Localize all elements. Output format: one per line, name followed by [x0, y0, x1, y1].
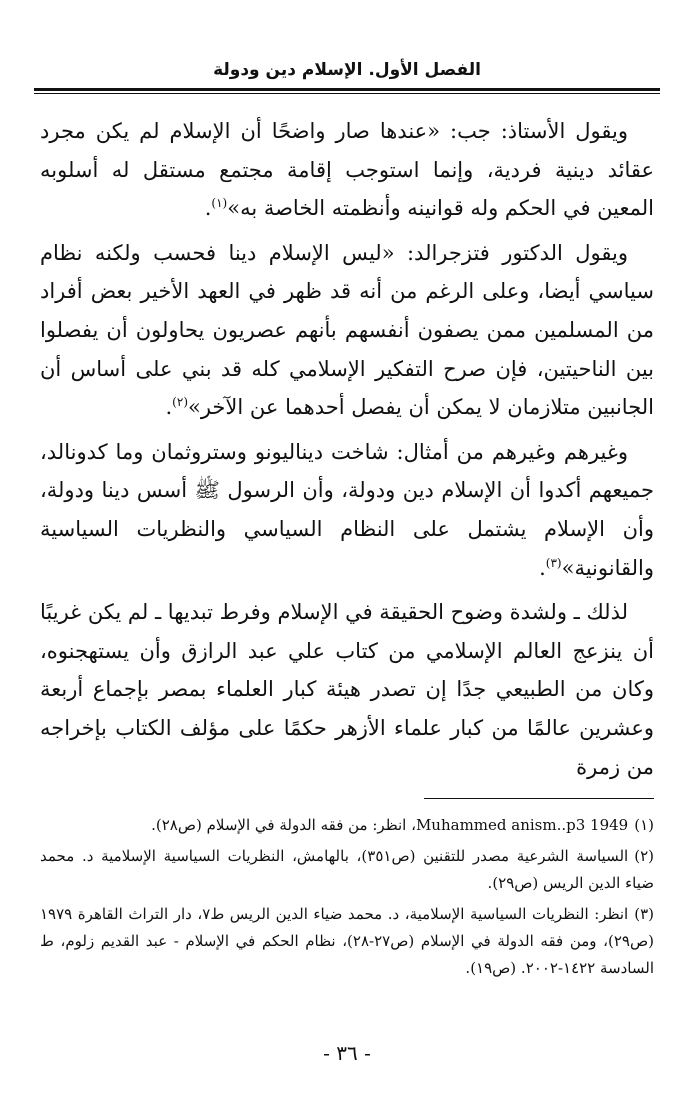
running-title: الفصل الأول. الإسلام دين ودولة [213, 60, 481, 80]
main-text [40, 112, 654, 792]
page-number: - ٣٦ - [323, 1041, 371, 1065]
paragraph-text: وغيرهم وغيرهم من أمثال: شاخت ديناليونو وستروثمان وما كدونالد، جميعهم أكدوا أن الإسلام دين ودولة، وأن الرسول ﷺ أسس دينا ودولة، وأن الإسلام يشتمل على النظام السياسي والنظريات السياسية والقانونية» [40, 439, 654, 580]
footnote-3 [40, 901, 654, 982]
header-rule-thin [34, 93, 660, 94]
paragraph-text: ويقول الأستاذ: جب: «عندها صار واضحًا أن الإسلام لم يكن مجرد عقائد دينية فردية، وإنما استوجب إقامة مجتمع مستقل له أسلوبه المعين في الحكم وله قوانينه وأنظمته الخاصة به» [40, 119, 654, 221]
footnote-ref-3: (٣) [545, 555, 562, 570]
paragraph-tail: . [165, 395, 173, 420]
footnotes [40, 812, 654, 986]
footnote-text: انظر: النظريات السياسية الإسلامية، د. محمد ضياء الدين الريس ط٧، دار التراث القاهرة ١٩٧٩ (ص٢٩)، ومن فقه الدولة في الإسلام (ص٢٧-٢٨)، نظام الحكم في الإسلام - عبد القديم زلوم، ط السادسة ١٤٢٢-٢٠٠٢. (ص١٩). [40, 905, 654, 977]
footnote-separator [424, 798, 654, 799]
paragraph-tail: . [539, 555, 546, 580]
paragraph-text: لذلك ـ ولشدة وضوح الحقيقة في الإسلام وفرط تبديها ـ لم يكن غريبًا أن ينزعج العالم الإسلامي من كتاب علي عبد الرازق وأن يستهجنوه، وكان من الطبيعي جدًا إن تصدر هيئة كبار العلماء بمصر بإجماع أربعة وعشرين عالمًا من كبار علماء الأزهر حكمًا على مؤلف الكتاب بإخراجه من زمرة [40, 600, 654, 779]
footnote-number: (١) [634, 816, 654, 834]
paragraph-text: ويقول الدكتور فتزجرالد: «ليس الإسلام دينا فحسب ولكنه نظام سياسي أيضا، وعلى الرغم من أنه قد ظهر في العهد الأخير بعض أفراد من المسلمين ممن يصفون أنفسهم بأنهم عصريون يحاولون أن يفصلوا بين الناحيتين، فإن صرح التفكير الإسلامي كله قد بني على أساس أن الجانبين متلازمان لا يمكن أن يفصل أحدهما عن الآخر» [40, 240, 654, 420]
footnote-1 [40, 812, 654, 839]
footnote-text: السياسة الشرعية مصدر للتقنين (ص٣٥١)، بالهامش، النظريات السياسية الإسلامية د. محمد ضياء الدين الريس (ص٢٩). [40, 847, 654, 892]
footnote-ref-1: (١) [211, 196, 228, 211]
paragraph-3 [40, 433, 654, 587]
paragraph-tail: . [204, 196, 212, 221]
footnote-2 [40, 843, 654, 897]
paragraph-2 [40, 234, 654, 427]
header-rule-thick [34, 88, 660, 91]
paragraph-4 [40, 593, 654, 786]
footnote-number: (٣) [634, 905, 654, 923]
footnote-number: (٢) [634, 847, 654, 865]
paragraph-1 [40, 112, 654, 228]
footnote-ref-2: (٢) [172, 395, 188, 410]
footnote-text: Muhammed anism..p3 1949، انظر: من فقه الدولة في الإسلام (ص٢٨). [151, 816, 629, 834]
